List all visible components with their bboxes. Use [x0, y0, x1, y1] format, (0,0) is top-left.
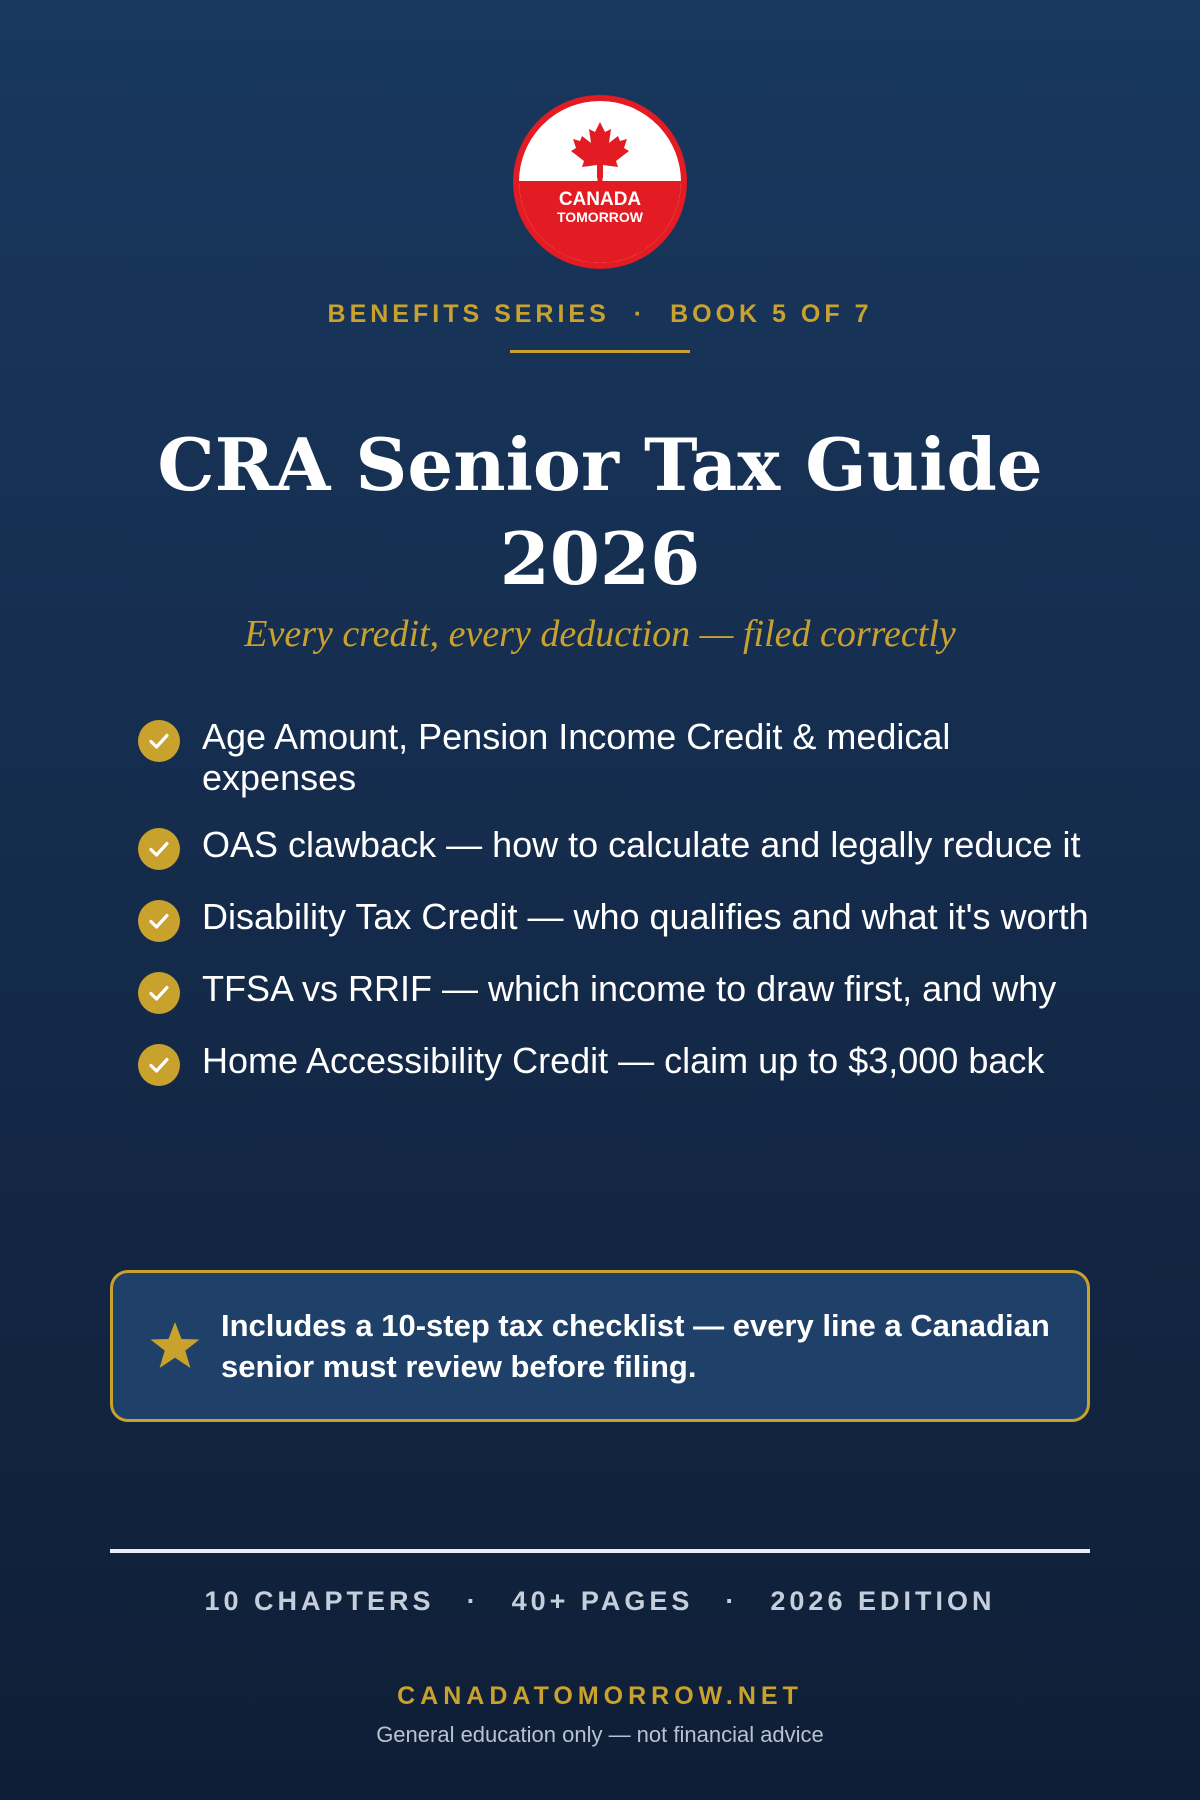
- book-stats: [0, 1586, 1200, 1617]
- feature-text: Disability Tax Credit — who qualifies and what it's worth: [202, 896, 1089, 937]
- chapter-count: 10 CHAPTERS: [204, 1586, 435, 1616]
- website-link[interactable]: CANADATOMORROW.NET: [397, 1682, 803, 1710]
- feature-item: [138, 968, 1098, 1014]
- series-separator: ·: [633, 300, 647, 328]
- disclaimer: General education only — not financial advice: [376, 1722, 824, 1747]
- book-number: BOOK 5 OF 7: [670, 300, 873, 328]
- feature-item: [138, 1040, 1098, 1086]
- checkmark-icon: [138, 828, 180, 870]
- footer-divider: [110, 1549, 1090, 1553]
- page-count: 40+ PAGES: [511, 1586, 694, 1616]
- star-icon: [147, 1318, 203, 1374]
- logo-wordmark-line1: CANADA: [558, 189, 642, 210]
- series-name: BENEFITS SERIES: [327, 300, 610, 328]
- stats-separator: ·: [466, 1586, 480, 1616]
- maple-leaf-icon: [571, 122, 629, 182]
- series-divider: [510, 350, 690, 353]
- feature-item: [138, 824, 1098, 870]
- stats-separator: ·: [725, 1586, 739, 1616]
- feature-text: OAS clawback — how to calculate and legally reduce it: [202, 824, 1081, 865]
- brand-logo-graphic: [519, 101, 681, 263]
- feature-text: TFSA vs RRIF — which income to draw first, and why: [202, 968, 1057, 1009]
- checkmark-icon: [138, 720, 180, 762]
- feature-list: [138, 716, 1098, 1112]
- checkmark-icon: [138, 1044, 180, 1086]
- feature-text: Age Amount, Pension Income Credit & medical expenses: [202, 716, 951, 798]
- checklist-callout: [110, 1270, 1090, 1422]
- series-label: [0, 300, 1200, 329]
- logo-wordmark-line2: TOMORROW: [556, 209, 644, 225]
- callout-text: Includes a 10-step tax checklist — every line a Canadian senior must review before filing.: [221, 1308, 1050, 1384]
- feature-text: Home Accessibility Credit — claim up to $3,000 back: [202, 1040, 1045, 1081]
- checkmark-icon: [138, 900, 180, 942]
- feature-item: [138, 716, 1098, 798]
- edition-label: 2026 EDITION: [770, 1586, 996, 1616]
- tagline: Every credit, every deduction — filed correctly: [244, 613, 956, 655]
- feature-item: [138, 896, 1098, 942]
- brand-logo: [513, 95, 687, 269]
- page-title: CRA Senior Tax Guide 2026: [157, 422, 1043, 601]
- checkmark-icon: [138, 972, 180, 1014]
